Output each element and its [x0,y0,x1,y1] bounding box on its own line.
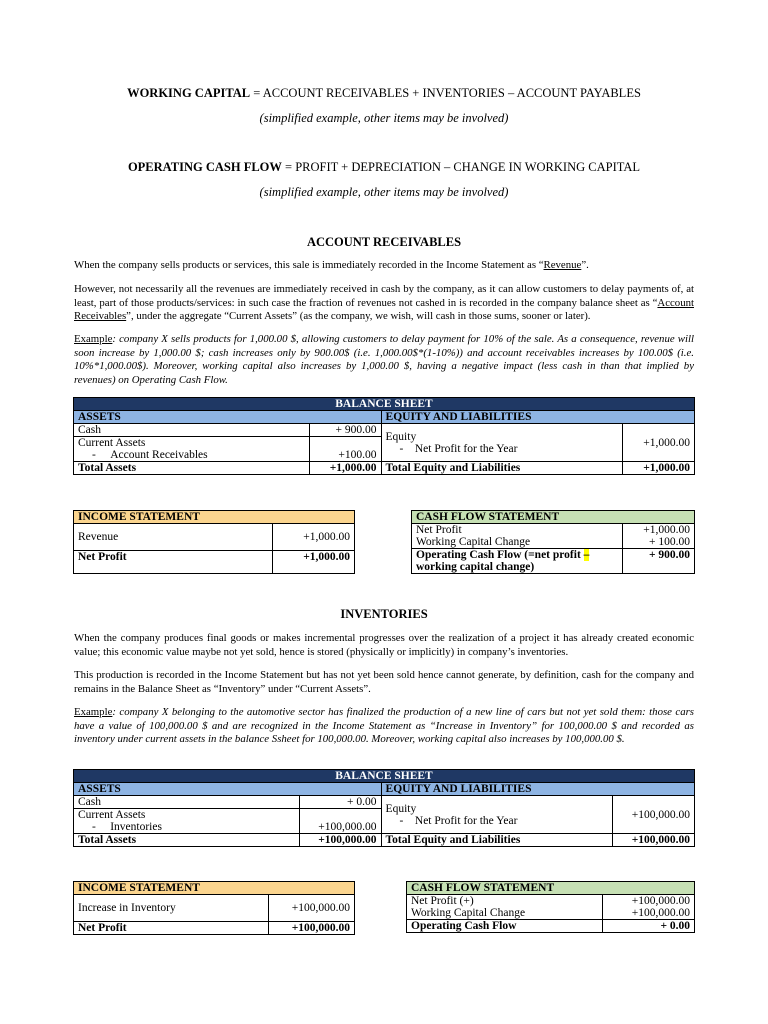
net-profit-year-value: +100,000.00 [613,796,695,834]
income-statement-table [73,510,355,574]
simplified-note: (simplified example, other items may be involved) [259,111,509,125]
formula-term: WORKING CAPITAL [127,86,251,100]
balance-sheet-table [73,397,695,475]
dash: - [399,442,404,455]
revenue-value: +1,000.00 [273,524,355,551]
account-receivables-label: Account Receivables [110,449,208,461]
current-assets-cell [74,809,300,834]
table-title: CASH FLOW STATEMENT [412,511,695,524]
example-label: Example [74,706,113,718]
cash-flow-values [623,524,695,549]
dash: - [399,814,404,827]
net-profit-label: Net Profit [74,922,269,935]
net-profit-year-label: Net Profit for the Year [414,814,518,827]
operating-cash-flow-label [412,549,623,574]
table-title: BALANCE SHEET [74,770,695,783]
net-profit-label: Net Profit [416,524,462,536]
cash-value: + 900.00 [309,424,381,437]
cash-flow-labels [407,895,603,920]
working-capital-formula [0,86,768,101]
working-capital-change-label: Working Capital Change [416,536,531,548]
account-receivables-row [78,449,305,461]
net-profit-year-label: Net Profit for the Year [414,442,518,455]
highlighted-minus: – [583,549,590,561]
table-title: INCOME STATEMENT [74,511,355,524]
dash: - [92,821,96,833]
increase-in-inventory-value: +100,000.00 [269,895,355,922]
total-equity-liabilities-value: +1,000.00 [623,462,695,475]
working-capital-change-value: +100,000.00 [631,907,690,919]
cash-flow-values [603,895,695,920]
cash-label: Cash [74,424,310,437]
cash-flow-statement-table [406,881,695,933]
example-text: : company X belonging to the automotive sector has finalized the production of a new line of cars but not yet sold them: those cars have a value of 100,000.00 $ and are recognized in the Income Statement as “Increase in Inventory” for 100,000.00 $ and recorded as inventory under current assets in the balance Ssheet for 100,000.00. Moreover, working capital also increases by 100,000.00 $. [74,706,694,745]
net-profit-year-value: +1,000.00 [623,424,695,462]
equity-label: Equity [385,802,417,815]
paragraph: When the company produces final goods or makes incremental progresses over the realization of a project it has already created economic value; this economic value maybe not yet sold, hence is stored (physically or implicitly) in company’s inventories. [74,632,694,658]
net-profit-label: Net Profit [74,551,273,574]
total-equity-liabilities-label: Total Equity and Liabilities [381,834,612,847]
assets-header: ASSETS [74,783,382,796]
net-profit-value: +1,000.00 [643,524,690,536]
dash: - [92,449,96,461]
text: working capital change) [416,561,535,573]
income-statement-table [73,881,355,935]
equity-cell [381,796,612,834]
underlined-term: Revenue [543,259,582,271]
cash-value: + 0.00 [299,796,381,809]
equity-label: Equity [385,430,417,443]
net-profit-year-row [386,815,608,827]
current-assets-label: Current Assets [78,809,146,821]
account-receivables-value: +100.00 [309,437,381,462]
example-paragraph [74,706,694,747]
working-capital-change-label: Working Capital Change [411,907,526,919]
equity-liabilities-header: EQUITY AND LIABILITIES [381,783,694,796]
total-assets-label: Total Assets [74,834,300,847]
cash-flow-statement-table [411,510,695,574]
paragraph: This production is recorded in the Income Statement but has not yet been sold hence cannot generate, by definition, cash for the company and remains in the Balance Sheet as “Inventory” under “Current Assets”. [74,669,694,695]
text: When the company sells products or services, this sale is immediately recorded in the Income Statement as “ [74,259,544,271]
current-assets-label: Current Assets [78,437,146,449]
total-equity-liabilities-label: Total Equity and Liabilities [381,462,623,475]
formula-rest: = PROFIT + DEPRECIATION – CHANGE IN WORKING CAPITAL [281,160,641,174]
revenue-label: Revenue [74,524,273,551]
underlined-term: Account Receivables [74,296,694,322]
operating-cash-flow-label: Operating Cash Flow [407,920,603,933]
equity-cell [381,424,623,462]
inventories-label: Inventories [110,821,162,833]
operating-cash-flow-value: + 900.00 [623,549,695,574]
net-profit-value: +100,000.00 [269,922,355,935]
simplified-note: (simplified example, other items may be involved) [259,185,509,199]
balance-sheet-table [73,769,695,847]
increase-in-inventory-label: Increase in Inventory [74,895,269,922]
net-profit-value: +100,000.00 [631,895,690,907]
section-heading-account-receivables: ACCOUNT RECEIVABLES [306,235,462,249]
section-heading-inventories: INVENTORIES [340,607,428,621]
inventories-value: +100,000.00 [299,809,381,834]
formula-rest: = ACCOUNT RECEIVABLES + INVENTORIES – ACCOUNT PAYABLES [250,86,641,100]
table-title: INCOME STATEMENT [74,882,355,895]
example-label: Example [74,333,113,345]
current-assets-cell [74,437,310,462]
paragraph [74,283,694,324]
table-title: CASH FLOW STATEMENT [407,882,695,895]
example-text: : company X sells products for 1,000.00 $, allowing customers to delay payment for 10% of the sale. As a consequence, revenue will soon increase by 1,000.00 $; cash increases only by 900.00$ (i.e. 1,000.00$*(1-10%)) and account receivables increases by 100.00$ (i.e. 10%*1,000.00$). Moreover, working capital also increases by 1,000.00 $, having a negative impact (less cash in than that implied by revenues) on Operating Cash Flow. [74,333,694,386]
paragraph [74,259,694,273]
text: ”. [581,259,589,271]
operating-cash-flow-formula [0,160,768,175]
working-capital-change-value: + 100.00 [649,536,690,548]
text: Operating Cash Flow (=net profit [416,549,584,561]
total-assets-value: +100,000.00 [299,834,381,847]
formula-term: OPERATING CASH FLOW [127,160,282,174]
inventories-row [78,821,295,833]
total-equity-liabilities-value: +100,000.00 [613,834,695,847]
assets-header: ASSETS [74,411,382,424]
net-profit-value: +1,000.00 [273,551,355,574]
operating-cash-flow-value: + 0.00 [603,920,695,933]
net-profit-year-row [386,443,619,455]
text: ”, under the aggregate “Current Assets” (as the company, we wish, will cash in those sums, sooner or later). [126,310,591,322]
total-assets-value: +1,000.00 [309,462,381,475]
total-assets-label: Total Assets [74,462,310,475]
cash-label: Cash [74,796,300,809]
net-profit-label: Net Profit (+) [411,895,474,907]
example-paragraph [74,333,694,387]
equity-liabilities-header: EQUITY AND LIABILITIES [381,411,694,424]
cash-flow-labels [412,524,623,549]
table-title: BALANCE SHEET [74,398,695,411]
text: However, not necessarily all the revenues are immediately received in cash by the company, as it can allow customers to delay payments of, at least, part of those products/services: in such case the fraction of revenues not cashed in is recorded in the company balance sheet as “ [74,283,694,309]
